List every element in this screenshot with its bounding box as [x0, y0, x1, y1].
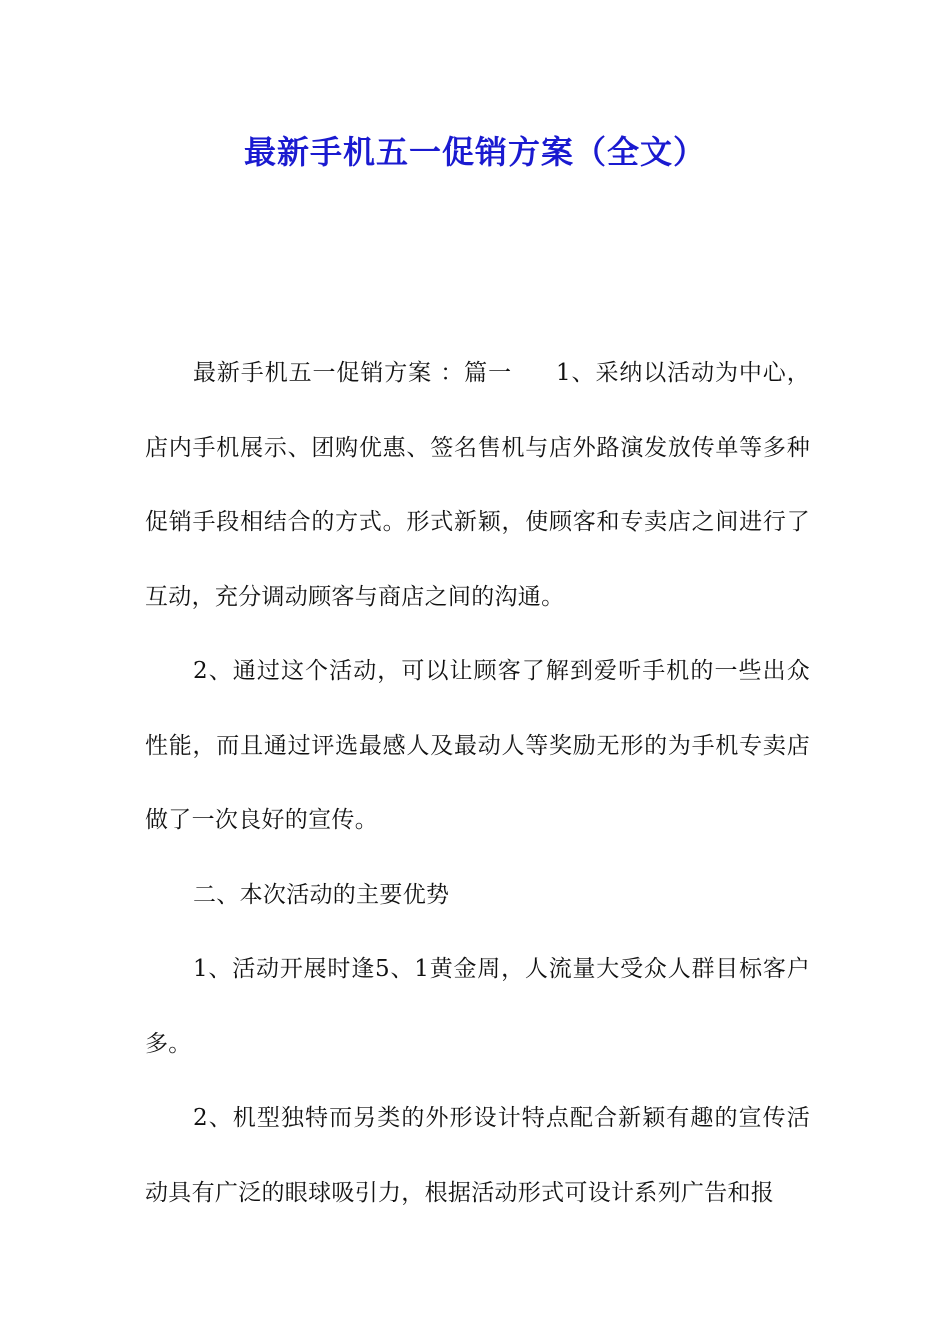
paragraph-2: 2、通过这个活动，可以让顾客了解到爱听手机的一些出众性能，而且通过评选最感人及最动人等奖励无形的为手机专卖店做了一次良好的宣传。	[145, 658, 810, 833]
paragraph-4: 1、活动开展时逢5、1黄金周，人流量大受众人群目标客户多。	[145, 956, 810, 1057]
document-body	[145, 336, 810, 1230]
paragraph-lead: 最新手机五一促销方案 ：篇一	[193, 360, 512, 386]
document-title: 最新手机五一促销方案（全文）	[243, 133, 706, 171]
paragraph-1	[145, 336, 810, 634]
paragraph-3: 二、本次活动的主要优势	[193, 881, 450, 908]
paragraph-text: 1、采纳以活动为中心，店内手机展示、团购优惠、签名售机与店外路演发放传单等多种促销手段相结合的方式。形式新颖，使顾客和专卖店之间进行了互动，充分调动顾客与商店之间的沟通。	[145, 360, 810, 610]
paragraph-5: 2、机型独特而另类的外形设计特点配合新颖有趣的宣传活动具有广泛的眼球吸引力，根据活动形式可设计系列广告和报	[145, 1105, 810, 1206]
